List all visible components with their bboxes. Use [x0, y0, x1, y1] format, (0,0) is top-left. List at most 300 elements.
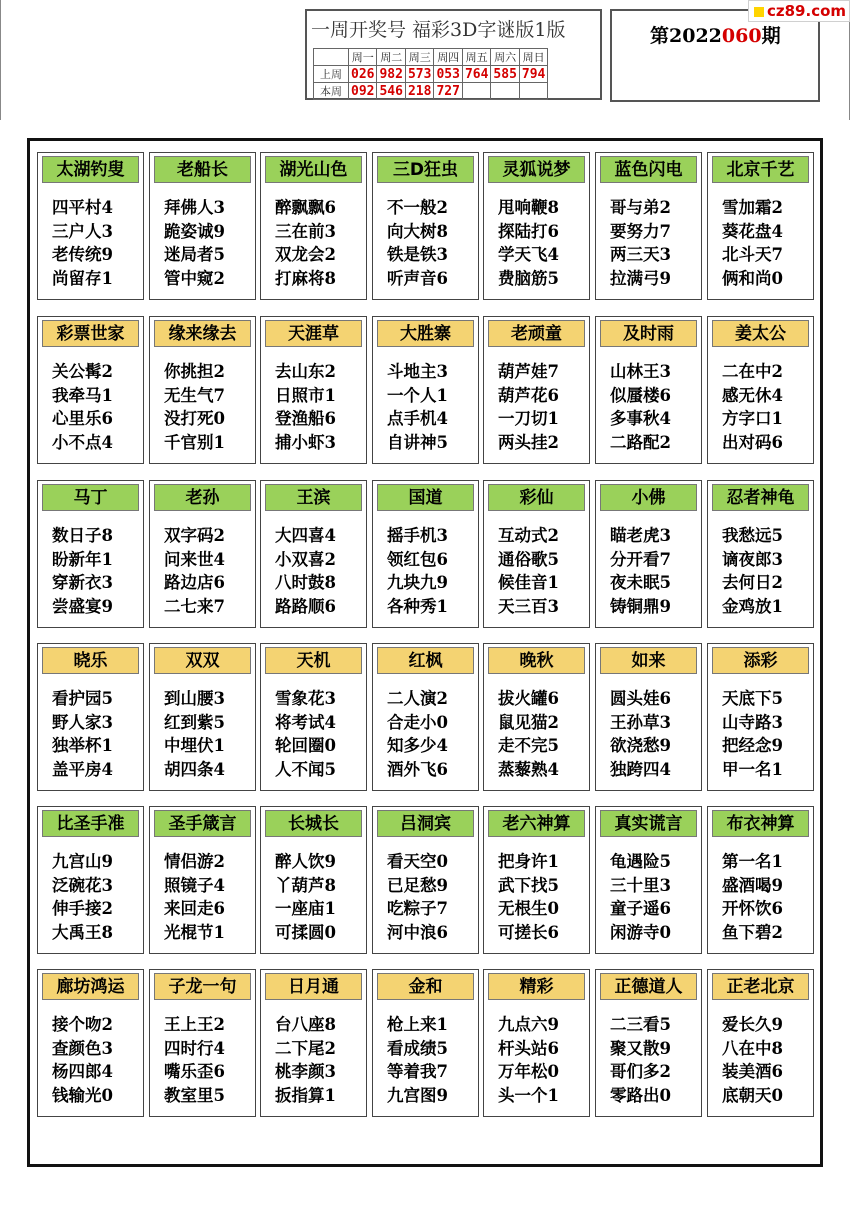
riddle-card [37, 806, 144, 954]
riddle-card [149, 316, 256, 464]
riddle-card [483, 969, 590, 1117]
this-week-label: 本周 [314, 83, 349, 100]
riddle-line: 你挑担2 [164, 362, 225, 381]
riddle-lines [52, 687, 113, 781]
riddle-line: 不一般2 [387, 198, 448, 217]
riddle-line: 路边店6 [164, 573, 225, 592]
riddle-card [37, 480, 144, 628]
riddle-lines [722, 524, 783, 618]
riddle-card [37, 316, 144, 464]
riddle-line: 开怀饮6 [722, 899, 783, 918]
riddle-line: 九点六9 [498, 1015, 559, 1034]
riddle-line: 鼠见猫2 [498, 712, 559, 732]
riddle-line: 醉人饮9 [275, 852, 336, 871]
riddle-line: 捕小虾3 [275, 432, 336, 452]
riddle-line: 查颜色3 [52, 1038, 113, 1058]
riddle-line: 合走小0 [387, 712, 448, 732]
riddle-line: 听声音6 [387, 268, 448, 288]
riddle-card [37, 969, 144, 1117]
riddle-lines [52, 850, 113, 944]
riddle-lines [52, 360, 113, 454]
riddle-line: 伸手接2 [52, 899, 113, 918]
riddle-author-name: 双双 [154, 647, 251, 674]
riddle-lines [387, 1013, 448, 1107]
riddle-card [260, 643, 367, 791]
riddle-line: 老传统9 [52, 245, 113, 264]
riddle-card [372, 316, 479, 464]
riddle-line: 关公髯2 [52, 362, 113, 381]
riddle-line: 走不完5 [498, 736, 559, 755]
riddle-card [483, 152, 590, 300]
riddle-line: 照镜子4 [164, 875, 225, 895]
riddle-card [372, 969, 479, 1117]
riddle-card [372, 806, 479, 954]
riddle-card [260, 316, 367, 464]
riddle-line: 独跨四4 [610, 759, 671, 779]
riddle-author-name: 晚秋 [488, 647, 585, 674]
riddle-author-name: 日月通 [265, 973, 362, 1000]
riddle-card [483, 316, 590, 464]
riddle-lines [164, 687, 225, 781]
riddle-line: 点手机4 [387, 409, 448, 428]
riddle-card [707, 806, 814, 954]
riddle-line: 零路出0 [610, 1085, 671, 1105]
riddle-line: 装美酒6 [722, 1062, 783, 1081]
riddle-line: 雪加霜2 [722, 198, 783, 217]
riddle-author-name: 如来 [600, 647, 697, 674]
riddle-lines [610, 196, 671, 290]
riddle-line: 分开看7 [610, 549, 671, 569]
riddle-line: 哥与弟2 [610, 198, 671, 217]
weekly-draw-title: 一周开奖号 福彩3D字谜版1版 [311, 19, 566, 41]
riddle-line: 向大树8 [387, 221, 448, 241]
riddle-line: 学天飞4 [498, 245, 559, 264]
riddle-line: 可搓长6 [498, 922, 559, 942]
riddle-line: 醉飘飘6 [275, 198, 336, 217]
site-logo[interactable] [748, 0, 850, 22]
riddle-line: 台八座8 [275, 1015, 336, 1034]
draw-number: 026 [349, 66, 377, 83]
draw-number: 546 [377, 83, 405, 100]
day-label: 周一 [349, 49, 377, 66]
riddle-line: 要努力7 [610, 221, 671, 241]
issue-prefix: 第2022 [650, 25, 722, 47]
riddle-author-name: 小佛 [600, 484, 697, 511]
riddle-card [149, 643, 256, 791]
riddle-line: 红到紫5 [164, 712, 225, 732]
riddle-line: 数日子8 [52, 526, 113, 545]
issue-suffix: 期 [761, 25, 781, 47]
riddle-author-name: 长城长 [265, 810, 362, 837]
riddle-line: 两头挂2 [498, 432, 559, 452]
riddle-line: 探陆打6 [498, 221, 559, 241]
riddle-line: 把身许1 [498, 852, 559, 871]
riddle-line: 拔火罐6 [498, 689, 559, 708]
riddle-line: 武下找5 [498, 875, 559, 895]
riddle-author-name: 及时雨 [600, 320, 697, 347]
riddle-line: 到山腰3 [164, 689, 225, 708]
riddle-line: 似蜃楼6 [610, 385, 671, 405]
riddle-author-name: 王滨 [265, 484, 362, 511]
riddle-line: 鱼下碧2 [722, 922, 783, 942]
riddle-line: 第一名1 [722, 852, 783, 871]
riddle-card [707, 480, 814, 628]
riddle-line: 山寺路3 [722, 712, 783, 732]
riddle-line: 我牵马1 [52, 385, 113, 405]
riddle-lines [610, 524, 671, 618]
riddle-author-name: 老顽童 [488, 320, 585, 347]
draw-number [462, 83, 490, 100]
riddle-line: 欲浇愁9 [610, 736, 671, 755]
riddle-line: 摇手机3 [387, 526, 448, 545]
day-label: 周五 [462, 49, 490, 66]
issue-number: 060 [721, 25, 762, 47]
riddle-line: 泛碗花3 [52, 875, 113, 895]
day-label: 周日 [519, 49, 547, 66]
riddle-lines [610, 1013, 671, 1107]
riddle-line: 二人演2 [387, 689, 448, 708]
riddle-author-name: 精彩 [488, 973, 585, 1000]
riddle-line: 看成绩5 [387, 1038, 448, 1058]
riddle-author-name: 老孙 [154, 484, 251, 511]
riddle-line: 接个吻2 [52, 1015, 113, 1034]
riddle-line: 二三看5 [610, 1015, 671, 1034]
issue-panel [610, 9, 820, 102]
riddle-line: 日照市1 [275, 385, 336, 405]
riddle-line: 万年松0 [498, 1062, 559, 1081]
riddle-line: 将考试4 [275, 712, 336, 732]
riddle-line: 自讲神5 [387, 432, 448, 452]
riddle-line: 一刀切1 [498, 409, 559, 428]
riddle-line: 大四喜4 [275, 526, 336, 545]
riddle-card [483, 643, 590, 791]
riddle-line: 跪姿诚9 [164, 221, 225, 241]
riddle-lines [164, 1013, 225, 1107]
riddle-lines [164, 360, 225, 454]
riddle-author-name: 缘来缘去 [154, 320, 251, 347]
riddle-line: 方字口1 [722, 409, 783, 428]
riddle-line: 知多少4 [387, 736, 448, 755]
riddle-lines [275, 850, 336, 944]
riddle-line: 铁是铁3 [387, 245, 448, 264]
riddle-author-name: 廊坊鸿运 [42, 973, 139, 1000]
riddle-line: 出对码6 [722, 432, 783, 452]
weekly-draw-panel [305, 9, 602, 100]
riddle-line: 二在中2 [722, 362, 783, 381]
riddle-author-name: 天机 [265, 647, 362, 674]
riddle-lines [387, 196, 448, 290]
riddle-line: 光棍节1 [164, 922, 225, 942]
riddle-card [260, 806, 367, 954]
riddle-line: 人不闻5 [275, 759, 336, 779]
draw-number [491, 83, 519, 100]
riddle-line: 候佳音1 [498, 573, 559, 592]
riddle-lines [275, 1013, 336, 1107]
riddle-line: 没打死0 [164, 409, 225, 428]
riddle-card [149, 480, 256, 628]
riddle-lines [498, 1013, 559, 1107]
riddle-line: 葫芦娃7 [498, 362, 559, 381]
riddle-line: 无生气7 [164, 385, 225, 405]
riddle-lines [164, 196, 225, 290]
riddle-line: 拜佛人3 [164, 198, 225, 217]
riddle-lines [164, 524, 225, 618]
riddle-line: 三十里3 [610, 875, 671, 895]
riddle-line: 尝盛宴9 [52, 596, 113, 616]
riddle-line: 爱长久9 [722, 1015, 783, 1034]
riddle-line: 情侣游2 [164, 852, 225, 871]
riddle-line: 一个人1 [387, 385, 448, 405]
riddle-line: 等着我7 [387, 1062, 448, 1081]
riddle-line: 聚又散9 [610, 1038, 671, 1058]
riddle-line: 可揉圆0 [275, 922, 336, 942]
riddle-line: 夜未眠5 [610, 573, 671, 592]
riddle-line: 斗地主3 [387, 362, 448, 381]
riddle-line: 嘴乐歪6 [164, 1062, 225, 1081]
riddle-author-name: 子龙一句 [154, 973, 251, 1000]
riddle-card [483, 480, 590, 628]
riddle-author-name: 添彩 [712, 647, 809, 674]
riddle-author-name: 圣手箴言 [154, 810, 251, 837]
riddle-line: 领红包6 [387, 549, 448, 569]
riddle-author-name: 正德道人 [600, 973, 697, 1000]
riddle-line: 三在前3 [275, 221, 336, 241]
riddle-author-name: 蓝色闪电 [600, 156, 697, 183]
riddle-line: 多事秋4 [610, 409, 671, 428]
riddle-author-name: 灵狐说梦 [488, 156, 585, 183]
logo-square-icon [754, 7, 764, 17]
riddle-line: 北斗天7 [722, 245, 783, 264]
riddle-author-name: 老六神算 [488, 810, 585, 837]
riddle-line: 丫葫芦8 [275, 875, 336, 895]
draw-number: 982 [377, 66, 405, 83]
day-label: 周四 [434, 49, 462, 66]
last-week-row [314, 66, 548, 83]
riddle-line: 尚留存1 [52, 268, 113, 288]
riddle-line: 无根生0 [498, 899, 559, 918]
draw-number: 585 [491, 66, 519, 83]
riddle-author-name: 姜太公 [712, 320, 809, 347]
riddle-lines [52, 1013, 113, 1107]
riddle-line: 胡四条4 [164, 759, 225, 779]
riddle-card [707, 316, 814, 464]
riddle-line: 去山东2 [275, 362, 336, 381]
draw-number: 794 [519, 66, 547, 83]
riddle-line: 俩和尚0 [722, 268, 783, 288]
riddle-line: 闲游寺0 [610, 922, 671, 942]
riddle-line: 雪象花3 [275, 689, 336, 708]
riddle-line: 千官别1 [164, 432, 225, 452]
riddle-line: 天三百3 [498, 596, 559, 616]
riddle-line: 八时鼓8 [275, 573, 336, 592]
riddle-lines [722, 687, 783, 781]
riddle-card [260, 969, 367, 1117]
riddle-lines [275, 360, 336, 454]
riddle-line: 双字码2 [164, 526, 225, 545]
last-week-label: 上周 [314, 66, 349, 83]
riddle-card [707, 152, 814, 300]
issue-title [650, 21, 781, 48]
riddle-card [595, 152, 702, 300]
riddle-author-name: 国道 [377, 484, 474, 511]
riddle-line: 九宫图9 [387, 1085, 448, 1105]
riddle-line: 看天空0 [387, 852, 448, 871]
riddle-line: 二七来7 [164, 596, 225, 616]
riddle-lines [387, 850, 448, 944]
riddle-card [37, 643, 144, 791]
riddle-line: 来回走6 [164, 899, 225, 918]
draw-number: 218 [405, 83, 433, 100]
riddle-card [149, 969, 256, 1117]
riddle-line: 中埋伏1 [164, 736, 225, 755]
riddle-line: 盼新年1 [52, 549, 113, 569]
riddle-author-name: 晓乐 [42, 647, 139, 674]
riddle-card [149, 806, 256, 954]
riddle-author-name: 大胜寨 [377, 320, 474, 347]
riddle-lines [498, 196, 559, 290]
day-label: 周三 [405, 49, 433, 66]
riddle-line: 小不点4 [52, 432, 113, 452]
riddle-lines [275, 687, 336, 781]
riddle-line: 各种秀1 [387, 596, 448, 616]
riddle-line: 铸铜鼎9 [610, 596, 671, 616]
this-week-row [314, 83, 548, 100]
riddle-line: 轮回圈0 [275, 736, 336, 755]
riddle-line: 教室里5 [164, 1085, 225, 1105]
riddle-card [260, 480, 367, 628]
riddle-line: 小双喜2 [275, 549, 336, 569]
riddle-line: 我愁远5 [722, 526, 783, 545]
riddle-card [595, 643, 702, 791]
riddle-line: 登渔船6 [275, 409, 336, 428]
riddle-line: 费脑筋5 [498, 268, 559, 288]
riddle-line: 看护园5 [52, 689, 113, 708]
riddle-lines [610, 360, 671, 454]
riddle-author-name: 彩仙 [488, 484, 585, 511]
riddle-line: 哥们多2 [610, 1062, 671, 1081]
riddle-line: 甲一名1 [722, 759, 783, 779]
riddle-line: 已足愁9 [387, 875, 448, 895]
riddle-lines [722, 850, 783, 944]
riddle-line: 瞄老虎3 [610, 526, 671, 545]
riddle-author-name: 老船长 [154, 156, 251, 183]
riddle-lines [498, 687, 559, 781]
riddle-line: 独举杯1 [52, 736, 113, 755]
riddle-author-name: 忍者神龟 [712, 484, 809, 511]
riddle-line: 二下尾2 [275, 1038, 336, 1058]
riddle-lines [610, 687, 671, 781]
riddle-line: 两三天3 [610, 245, 671, 264]
riddle-lines [498, 524, 559, 618]
riddle-author-name: 红枫 [377, 647, 474, 674]
riddle-author-name: 太湖钓叟 [42, 156, 139, 183]
riddle-line: 甩响鞭8 [498, 198, 559, 217]
riddle-line: 管中窥2 [164, 268, 225, 288]
draw-number [519, 83, 547, 100]
riddle-author-name: 北京千艺 [712, 156, 809, 183]
riddle-line: 把经念9 [722, 736, 783, 755]
riddle-lines [722, 1013, 783, 1107]
riddle-line: 九宫山9 [52, 852, 113, 871]
riddle-line: 一座庙1 [275, 899, 336, 918]
riddle-line: 穿新衣3 [52, 573, 113, 592]
weekly-draw-table [313, 48, 548, 100]
riddle-lines [387, 687, 448, 781]
riddle-line: 蒸藜熟4 [498, 759, 559, 779]
riddle-author-name: 马丁 [42, 484, 139, 511]
riddle-line: 谪夜郎3 [722, 549, 783, 569]
riddle-line: 童子遥6 [610, 899, 671, 918]
riddle-author-name: 湖光山色 [265, 156, 362, 183]
riddle-lines [387, 360, 448, 454]
riddle-line: 杆头站6 [498, 1038, 559, 1058]
day-label: 周二 [377, 49, 405, 66]
riddle-line: 葵花盘4 [722, 221, 783, 241]
riddle-card [595, 480, 702, 628]
riddle-card [372, 152, 479, 300]
riddle-card [707, 969, 814, 1117]
riddle-card [595, 316, 702, 464]
riddle-line: 杨四郎4 [52, 1062, 113, 1081]
riddle-line: 葫芦花6 [498, 385, 559, 405]
day-label: 周六 [491, 49, 519, 66]
riddle-author-name: 天涯草 [265, 320, 362, 347]
riddle-author-name: 正老北京 [712, 973, 809, 1000]
riddle-line: 吃粽子7 [387, 899, 448, 918]
riddle-line: 山林王3 [610, 362, 671, 381]
riddle-author-name: 吕洞宾 [377, 810, 474, 837]
riddle-line: 野人家3 [52, 712, 113, 732]
riddle-line: 感无休4 [722, 385, 783, 405]
riddle-card [37, 152, 144, 300]
riddle-lines [275, 524, 336, 618]
draw-number: 053 [434, 66, 462, 83]
riddle-line: 迷局者5 [164, 245, 225, 264]
riddle-lines [52, 196, 113, 290]
riddle-lines [722, 196, 783, 290]
riddle-line: 扳指算1 [275, 1085, 336, 1105]
riddle-lines [498, 360, 559, 454]
riddle-line: 盖平房4 [52, 759, 113, 779]
riddle-line: 金鸡放1 [722, 596, 783, 616]
riddle-line: 二路配2 [610, 432, 671, 452]
riddle-line: 枪上来1 [387, 1015, 448, 1034]
riddle-line: 王孙草3 [610, 712, 671, 732]
riddle-author-name: 金和 [377, 973, 474, 1000]
riddle-author-name: 真实谎言 [600, 810, 697, 837]
riddle-card [372, 643, 479, 791]
riddle-line: 双龙会2 [275, 245, 336, 264]
riddle-lines [52, 524, 113, 618]
riddle-line: 龟遇险5 [610, 852, 671, 871]
riddle-line: 酒外飞6 [387, 759, 448, 779]
riddle-author-name: 三D狂虫 [377, 156, 474, 183]
riddle-line: 打麻将8 [275, 268, 336, 288]
riddle-author-name: 布衣神算 [712, 810, 809, 837]
riddle-lines [610, 850, 671, 944]
riddle-card [595, 969, 702, 1117]
riddle-lines [498, 850, 559, 944]
riddle-line: 拉满弓9 [610, 268, 671, 288]
riddle-line: 钱输光0 [52, 1085, 113, 1105]
riddle-lines [387, 524, 448, 618]
draw-number: 764 [462, 66, 490, 83]
riddle-card [595, 806, 702, 954]
draw-number: 573 [405, 66, 433, 83]
riddle-line: 桃李颜3 [275, 1062, 336, 1081]
riddle-line: 四平村4 [52, 198, 113, 217]
riddle-lines [722, 360, 783, 454]
